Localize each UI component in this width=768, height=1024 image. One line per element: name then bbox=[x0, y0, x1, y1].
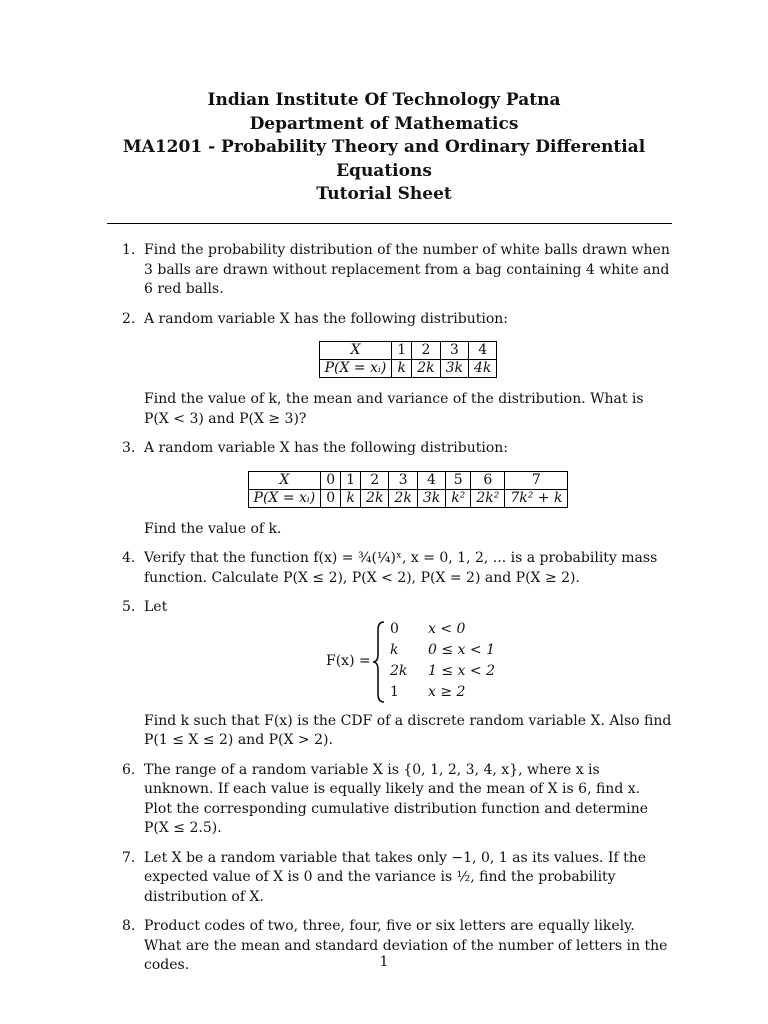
piecewise-case bbox=[390, 641, 495, 661]
question-intro: A random variable X has the following distribution: bbox=[144, 440, 509, 456]
piecewise-function bbox=[144, 620, 672, 704]
table-cell: 5 bbox=[446, 471, 471, 489]
case-value: k bbox=[390, 641, 399, 658]
question-text: Product codes of two, three, four, five or six letters are equally likely. What are the mean and standard deviation of the number of letters in the codes. bbox=[144, 918, 668, 973]
document-header bbox=[0, 89, 768, 207]
left-brace-icon bbox=[372, 620, 386, 704]
question-6 bbox=[112, 761, 672, 839]
distribution-table bbox=[248, 471, 569, 508]
question-list bbox=[112, 241, 672, 986]
case-condition: x ≥ 2 bbox=[428, 683, 466, 700]
case-condition: x < 0 bbox=[428, 620, 466, 637]
table-cell: 2 bbox=[412, 342, 440, 360]
question-4 bbox=[112, 549, 672, 588]
table-cell: 3k bbox=[440, 360, 468, 378]
table-cell: X bbox=[319, 342, 392, 360]
table-cell: 2k bbox=[361, 489, 389, 507]
course-title-line2: Equations bbox=[336, 160, 432, 181]
piecewise-case bbox=[390, 662, 495, 682]
question-number: 4. bbox=[122, 550, 136, 566]
question-7 bbox=[112, 849, 672, 908]
question-number: 8. bbox=[122, 918, 136, 934]
question-number: 7. bbox=[122, 849, 136, 866]
table-cell: 2k bbox=[389, 489, 417, 507]
table-cell: P(X = xᵢ) bbox=[248, 489, 321, 507]
table-row-values bbox=[248, 471, 568, 489]
question-text: The range of a random variable X is {0, 1, 2, 3, 4, x}, where x is unknown. If each value is equally likely and the mean of X is 6, find x. Plot the corresponding cumulative distribution function and determine P(X ≤ 2.5). bbox=[144, 761, 649, 836]
table-cell: 7 bbox=[505, 471, 568, 489]
table-cell: 6 bbox=[471, 471, 505, 489]
question-number: 6. bbox=[122, 761, 136, 778]
table-cell: 1 bbox=[392, 342, 412, 360]
piecewise-case bbox=[390, 683, 465, 703]
table-cell: P(X = xᵢ) bbox=[319, 360, 392, 378]
question-2 bbox=[112, 310, 672, 430]
page-number: 1 bbox=[379, 954, 389, 970]
question-followup: Find k such that F(x) is the CDF of a discrete random variable X. Also find P(1 ≤ X ≤ 2) and P(X > 2). bbox=[144, 712, 672, 748]
question-intro: Let bbox=[144, 599, 168, 615]
distribution-table bbox=[319, 341, 498, 378]
question-1 bbox=[112, 241, 672, 300]
table-cell: k bbox=[341, 489, 361, 507]
table-cell: k² bbox=[446, 489, 471, 507]
case-condition: 0 ≤ x < 1 bbox=[428, 641, 495, 658]
case-value: 2k bbox=[390, 662, 408, 679]
department-name: Department of Mathematics bbox=[249, 113, 519, 134]
table-cell: 2k² bbox=[471, 489, 505, 507]
table-cell: 4k bbox=[468, 360, 496, 378]
table-cell: 4 bbox=[417, 471, 445, 489]
question-number: 5. bbox=[122, 599, 136, 615]
question-text: Find the probability distribution of the number of white balls drawn when 3 balls are drawn without replacement from a bag containing 4 white and 6 red balls. bbox=[144, 242, 670, 297]
table-row-probabilities bbox=[319, 360, 497, 378]
course-title-line1: MA1201 - Probability Theory and Ordinary Differential bbox=[122, 137, 646, 157]
table-cell: 3k bbox=[417, 489, 445, 507]
table-cell: 0 bbox=[321, 471, 341, 489]
case-value: 1 bbox=[390, 683, 399, 700]
sheet-title: Tutorial Sheet bbox=[316, 184, 452, 204]
header-divider bbox=[107, 223, 672, 224]
case-value: 0 bbox=[390, 620, 399, 637]
table-cell: 3 bbox=[440, 342, 468, 360]
table-cell: 2k bbox=[412, 360, 440, 378]
question-text: Verify that the function f(x) = ¾(¼)ˣ, x = 0, 1, 2, ... is a probability mass function. Calculate P(X ≤ 2), P(X < 2), P(X = 2) and P(X ≥ 2). bbox=[144, 550, 658, 586]
piecewise-case bbox=[390, 620, 465, 640]
question-3 bbox=[112, 439, 672, 539]
institute-name: Indian Institute Of Technology Patna bbox=[207, 90, 561, 110]
question-number: 1. bbox=[122, 242, 136, 258]
table-cell: X bbox=[248, 471, 321, 489]
table-row-probabilities bbox=[248, 489, 568, 507]
question-followup: Find the value of k. bbox=[144, 520, 282, 537]
question-number: 2. bbox=[122, 310, 136, 327]
question-followup: Find the value of k, the mean and variance of the distribution. What is P(X < 3) and P(X ≥ 3)? bbox=[144, 391, 644, 427]
table-cell: k bbox=[392, 360, 412, 378]
question-text: Let X be a random variable that takes only −1, 0, 1 as its values. If the expected value of X is 0 and the variance is ½, find the probability distribution of X. bbox=[144, 849, 647, 905]
table-cell: 2 bbox=[361, 471, 389, 489]
function-lhs: F(x) = bbox=[326, 652, 371, 669]
table-row-values bbox=[319, 342, 497, 360]
question-number: 3. bbox=[122, 440, 136, 456]
table-cell: 3 bbox=[389, 471, 417, 489]
case-condition: 1 ≤ x < 2 bbox=[428, 662, 495, 679]
table-cell: 1 bbox=[341, 471, 361, 489]
question-5 bbox=[112, 598, 672, 751]
table-cell: 4 bbox=[468, 342, 496, 360]
table-cell: 0 bbox=[321, 489, 341, 507]
question-intro: A random variable X has the following distribution: bbox=[144, 310, 509, 327]
table-cell: 7k² + k bbox=[505, 489, 568, 507]
